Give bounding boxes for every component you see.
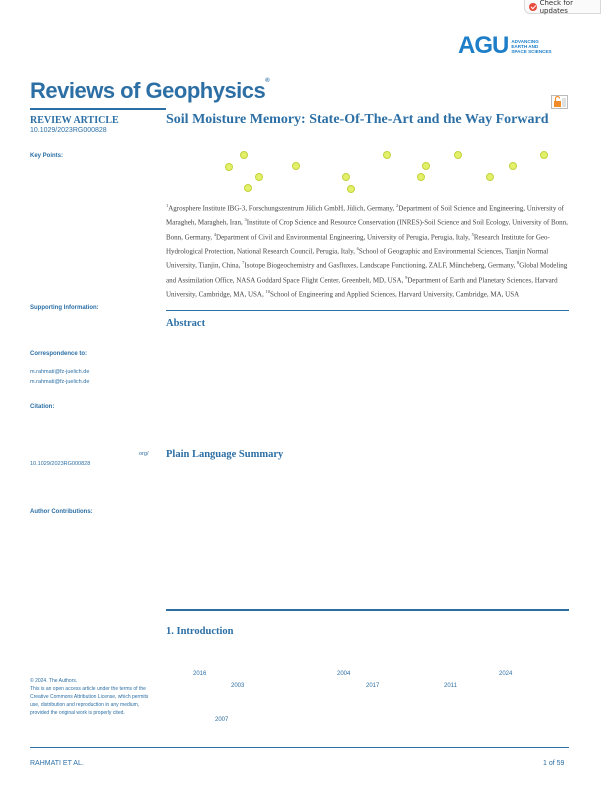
citation-year[interactable]: 2016 xyxy=(193,671,207,677)
section-divider xyxy=(166,609,569,611)
orcid-icon[interactable] xyxy=(417,173,425,181)
article-type: REVIEW ARTICLE xyxy=(30,115,119,126)
article-doi: 10.1029/2023RG000828 xyxy=(30,127,107,134)
correspondence-email-2[interactable]: m.rahmati@fz-juelich.de xyxy=(30,379,90,385)
affiliation-text: Department of Soil Science and Engineering, University of Maragheh, Maragheh, Iran, xyxy=(166,204,564,227)
footer-rule xyxy=(30,747,569,748)
agu-logo-word: AGU xyxy=(458,32,509,59)
license-copyright: © 2024. The Authors. xyxy=(30,678,78,684)
introduction-heading: 1. Introduction xyxy=(166,626,234,637)
affiliation-number: 5 xyxy=(471,231,474,237)
agu-logo-sub-3: SPACE SCIENCES xyxy=(511,48,552,54)
orcid-icon[interactable] xyxy=(240,151,248,159)
orcid-icon[interactable] xyxy=(509,162,517,170)
citation-year[interactable]: 2004 xyxy=(337,671,351,677)
key-points-label: Key Points: xyxy=(30,153,64,159)
agu-logo xyxy=(458,34,552,58)
citation-year[interactable]: 2017 xyxy=(366,683,380,689)
citation-year[interactable]: 2011 xyxy=(444,683,457,689)
journal-name-text: Reviews of Geophysics xyxy=(30,78,266,103)
citation-year[interactable]: 2007 xyxy=(215,717,229,723)
citation-link-tail[interactable]: org/ xyxy=(139,451,149,457)
check-for-updates-button[interactable] xyxy=(524,0,601,14)
orcid-icon[interactable] xyxy=(422,162,430,170)
license-body-2: License, which permits use, distribution and reproduction in any medium, provided the original work is properly cited. xyxy=(30,694,149,716)
affiliation-text: School of Geographic and Environmental Sciences, Tianjin Normal University, Tianjin, China, xyxy=(166,247,549,270)
orcid-icon[interactable] xyxy=(454,151,462,159)
journal-trademark: ® xyxy=(265,78,270,84)
author-contributions-label: Author Contributions: xyxy=(30,509,93,515)
sidebar-top-rule xyxy=(30,108,166,110)
affiliations xyxy=(166,200,568,300)
affiliation-number: 10 xyxy=(265,288,270,294)
plain-language-heading: Plain Language Summary xyxy=(166,449,284,460)
affiliation-text: Department of Civil and Environmental Engineering, University of Perugia, Perugia, Italy, xyxy=(216,232,472,241)
orcid-icon[interactable] xyxy=(244,184,252,192)
orcid-icon[interactable] xyxy=(383,151,391,159)
supporting-info-label: Supporting Information: xyxy=(30,305,99,311)
citation-year[interactable]: 2024 xyxy=(499,671,513,677)
footer-page: 1 of 59 xyxy=(543,760,565,767)
citation-label: Citation: xyxy=(30,404,55,410)
check-for-updates-label: Check for updates xyxy=(539,0,573,15)
affiliation-text: Research Institute for Geo-Hydrological Protection, National Research Council, Perugia, Italy, xyxy=(166,232,550,256)
open-access-lock-icon[interactable] xyxy=(551,95,568,109)
article-title: Soil Moisture Memory: State-Of-The-Art and the Way Forward xyxy=(166,112,549,127)
orcid-icon[interactable] xyxy=(347,185,355,193)
affiliation-number: 7 xyxy=(242,260,245,266)
abstract-top-rule xyxy=(166,310,569,311)
orcid-icon[interactable] xyxy=(540,151,548,159)
abstract-heading: Abstract xyxy=(166,318,206,329)
correspondence-email-1[interactable]: m.rahmati@fz-juelich.de xyxy=(30,369,90,375)
journal-name xyxy=(30,78,269,104)
footer-authors: RAHMATI ET AL. xyxy=(30,760,84,767)
affiliation-number: 8 xyxy=(517,260,520,266)
agu-logo-sub-2: EARTH AND xyxy=(511,43,539,49)
affiliation-number: 2 xyxy=(396,203,399,208)
affiliation-number: 1 xyxy=(166,203,169,208)
correspondence-label: Correspondence to: xyxy=(30,351,88,357)
agu-logo-sub-1: ADVANCING xyxy=(511,38,539,44)
orcid-icon[interactable] xyxy=(342,173,350,181)
affiliation-text: Agrosphere Institute IBG-3, Forschungszentrum Jülich GmbH, Jülich, Germany, xyxy=(168,204,397,213)
license-link[interactable]: Creative Commons Attribution xyxy=(30,694,97,700)
affiliation-number: 9 xyxy=(405,274,408,280)
citation-year[interactable]: 2003 xyxy=(231,683,245,689)
license-text xyxy=(30,677,150,717)
orcid-icon[interactable] xyxy=(486,173,494,181)
license-body-1: This is an open access article under the terms of the xyxy=(30,686,146,692)
orcid-icon[interactable] xyxy=(225,163,233,171)
citation-doi-link[interactable]: 10.1029/2023RG000828 xyxy=(30,461,91,467)
affiliation-text: Global Modeling and Assimilation Office, NASA Goddard Space Flight Center, Greenbelt, MD, USA, xyxy=(166,261,568,284)
affiliation-text: Department of Earth and Planetary Sciences, Harvard University, Cambridge, MA, USA, xyxy=(166,275,558,299)
check-circle-icon xyxy=(529,3,537,11)
affiliation-number: 3 xyxy=(244,217,247,223)
orcid-icon[interactable] xyxy=(255,173,263,181)
affiliation-number: 6 xyxy=(356,245,359,251)
affiliation-number: 4 xyxy=(213,231,217,237)
affiliation-text: Isotope Biogeochemistry and Gasfluxes, Landscape Functioning, ZALF, Müncheberg, Germany, xyxy=(244,261,517,270)
affiliation-text: Institute of Crop Science and Resource Conservation (INRES)-Soil Science and Soil Ecology, University of Bonn, Bonn, Germany, xyxy=(166,218,568,241)
orcid-icon[interactable] xyxy=(292,162,300,170)
affiliation-text: School of Engineering and Applied Sciences, Harvard University, Cambridge, MA, USA xyxy=(269,290,520,299)
